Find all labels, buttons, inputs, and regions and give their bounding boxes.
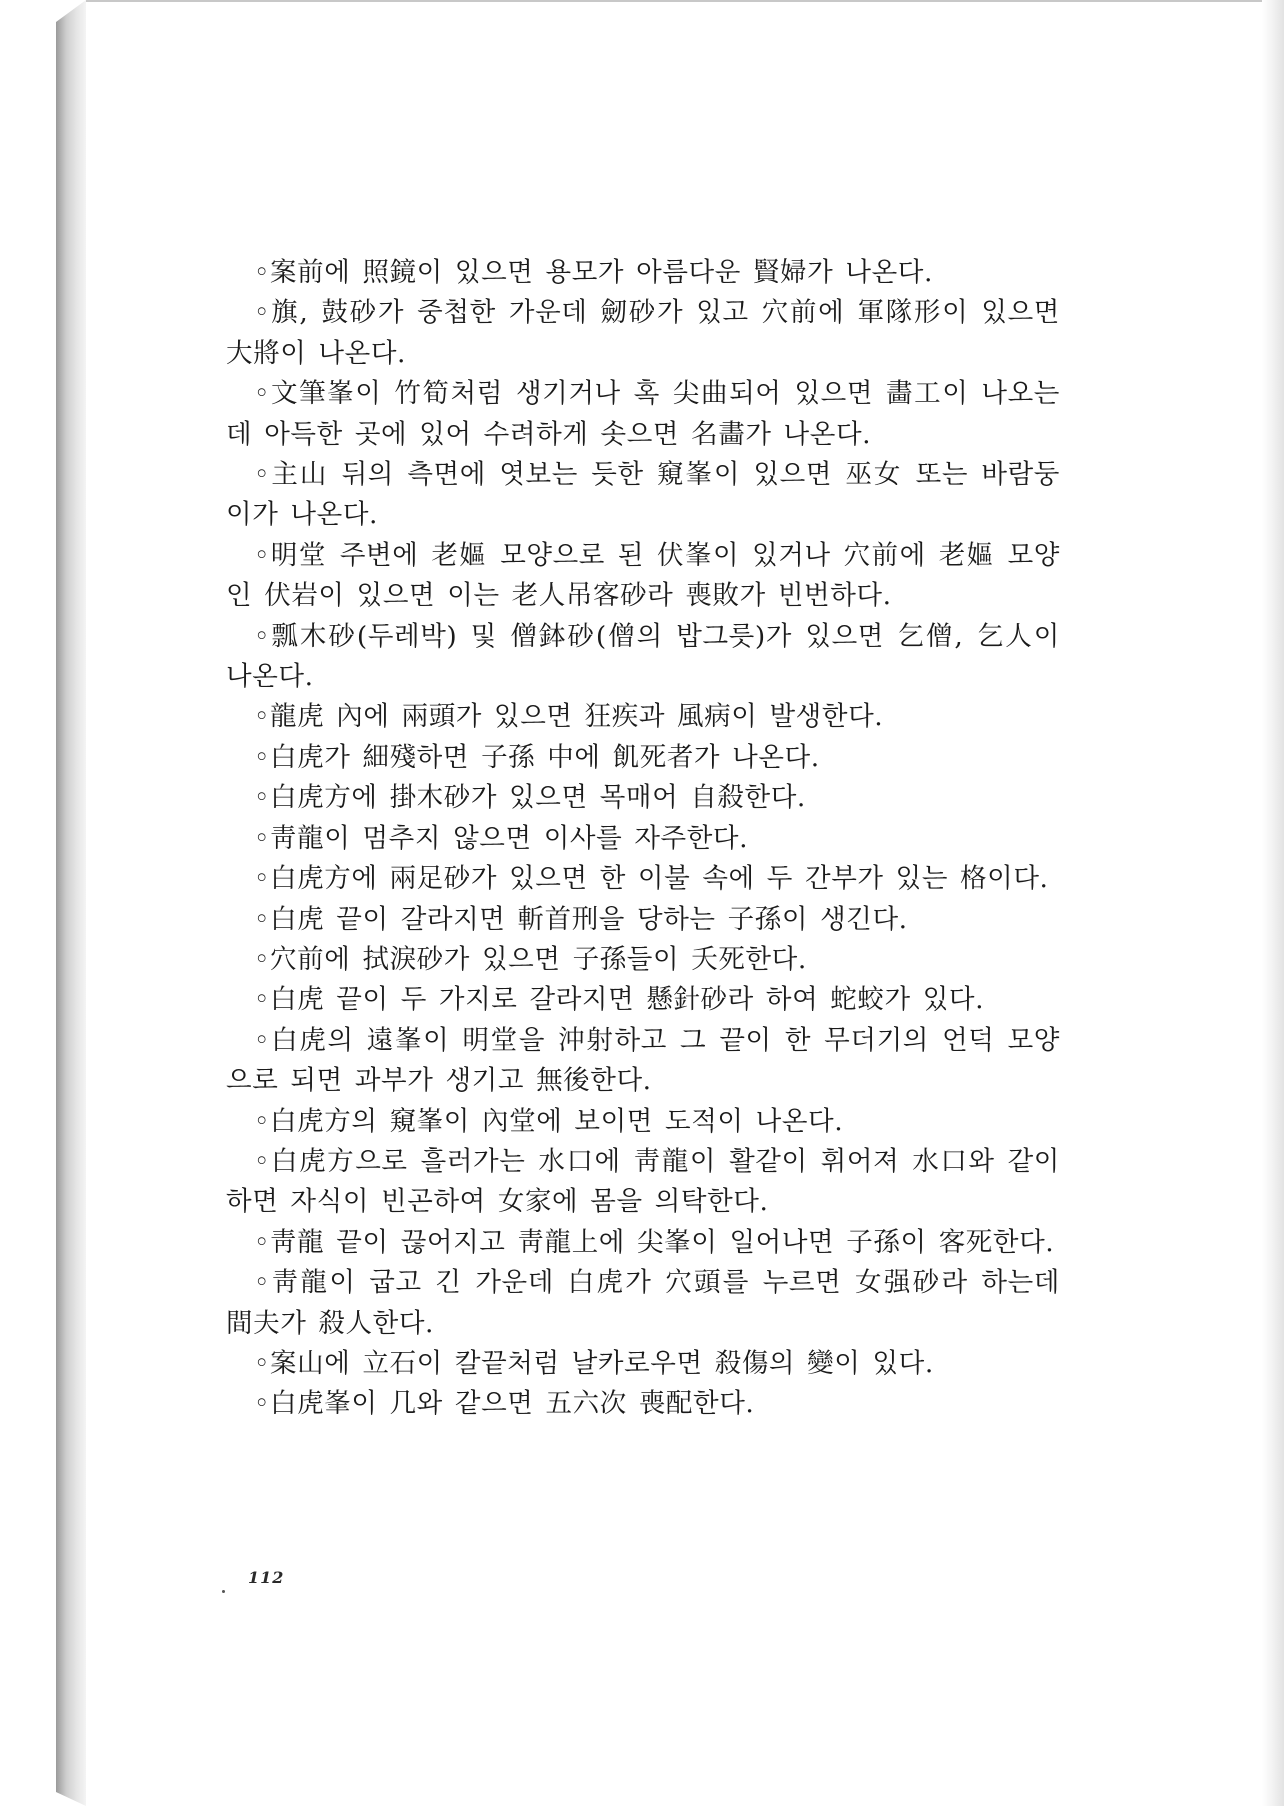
book-spine (56, 0, 86, 1806)
paragraph: ◦旗, 鼓砂가 중첩한 가운데 劒砂가 있고 穴前에 軍隊形이 있으면 大將이 나온다. (226, 297, 1060, 369)
paragraph: ◦靑龍 끝이 끊어지고 靑龍上에 尖峯이 일어나면 子孫이 客死한다. (253, 1226, 1055, 1258)
paragraph: ◦主山 뒤의 측면에 엿보는 듯한 窺峯이 있으면 巫女 또는 바람둥이가 나온다. (226, 459, 1060, 531)
paragraph: ◦靑龍이 굽고 긴 가운데 白虎가 穴頭를 누르면 女强砂라 하는데 間夫가 殺人한다. (226, 1267, 1060, 1339)
body-text (226, 253, 1060, 1425)
paragraph: ◦白虎峯이 几와 같으면 五六次 喪配한다. (253, 1388, 755, 1420)
paragraph: ◦白虎 끝이 갈라지면 斬首刑을 당하는 子孫이 생긴다. (253, 903, 908, 935)
paragraph: ◦案前에 照鏡이 있으면 용모가 아름다운 賢婦가 나온다. (253, 257, 933, 288)
paragraph: ◦穴前에 拭淚砂가 있으면 子孫들이 夭死한다. (253, 943, 807, 975)
paragraph: ◦白虎의 遠峯이 明堂을 沖射하고 그 끝이 한 무더기의 언덕 모양으로 되면 과부가 생기고 無後한다. (226, 1024, 1060, 1097)
paragraph: ◦白虎方에 掛木砂가 있으면 목매어 自殺한다. (253, 782, 806, 814)
paragraph: ◦白虎 끝이 두 가지로 갈라지면 懸針砂라 하여 蛇蛟가 있다. (253, 984, 985, 1016)
paragraph: ◦白虎方의 窺峯이 內堂에 보이면 도적이 나온다. (253, 1105, 844, 1137)
paragraph: ◦龍虎 內에 兩頭가 있으면 狂疾과 風病이 발생한다. (253, 701, 884, 733)
paragraph: ◦明堂 주변에 老嫗 모양으로 된 伏峯이 있거나 穴前에 老嫗 모양인 伏岩이 있으면 이는 老人吊客砂라 喪敗가 빈번하다. (226, 539, 1060, 612)
paragraph: ◦靑龍이 멈추지 않으면 이사를 자주한다. (253, 822, 749, 854)
paragraph: ◦白虎方에 兩足砂가 있으면 한 이불 속에 두 간부가 있는 格이다. (253, 863, 1049, 895)
paragraph: ◦白虎가 細殘하면 子孫 中에 飢死者가 나온다. (253, 741, 820, 773)
paragraph: ◦案山에 立石이 칼끝처럼 날카로우면 殺傷의 變이 있다. (253, 1347, 934, 1379)
page-number: 112 (248, 1568, 285, 1587)
paragraph: ◦瓢木砂(두레박) 및 僧鉢砂(僧의 밥그릇)가 있으면 乞僧, 乞人이 나온다. (226, 620, 1060, 693)
paragraph: ◦白虎方으로 흘러가는 水口에 靑龍이 활같이 휘어져 水口와 같이 하면 자식이 빈곤하여 女家에 몸을 의탁한다. (226, 1145, 1060, 1218)
page-edge (1262, 0, 1284, 1806)
scan-speck (222, 1590, 225, 1593)
paragraph: ◦文筆峯이 竹筍처럼 생기거나 혹 尖曲되어 있으면 畵工이 나오는데 아득한 곳에 있어 수려하게 솟으면 名畵가 나온다. (226, 378, 1060, 450)
